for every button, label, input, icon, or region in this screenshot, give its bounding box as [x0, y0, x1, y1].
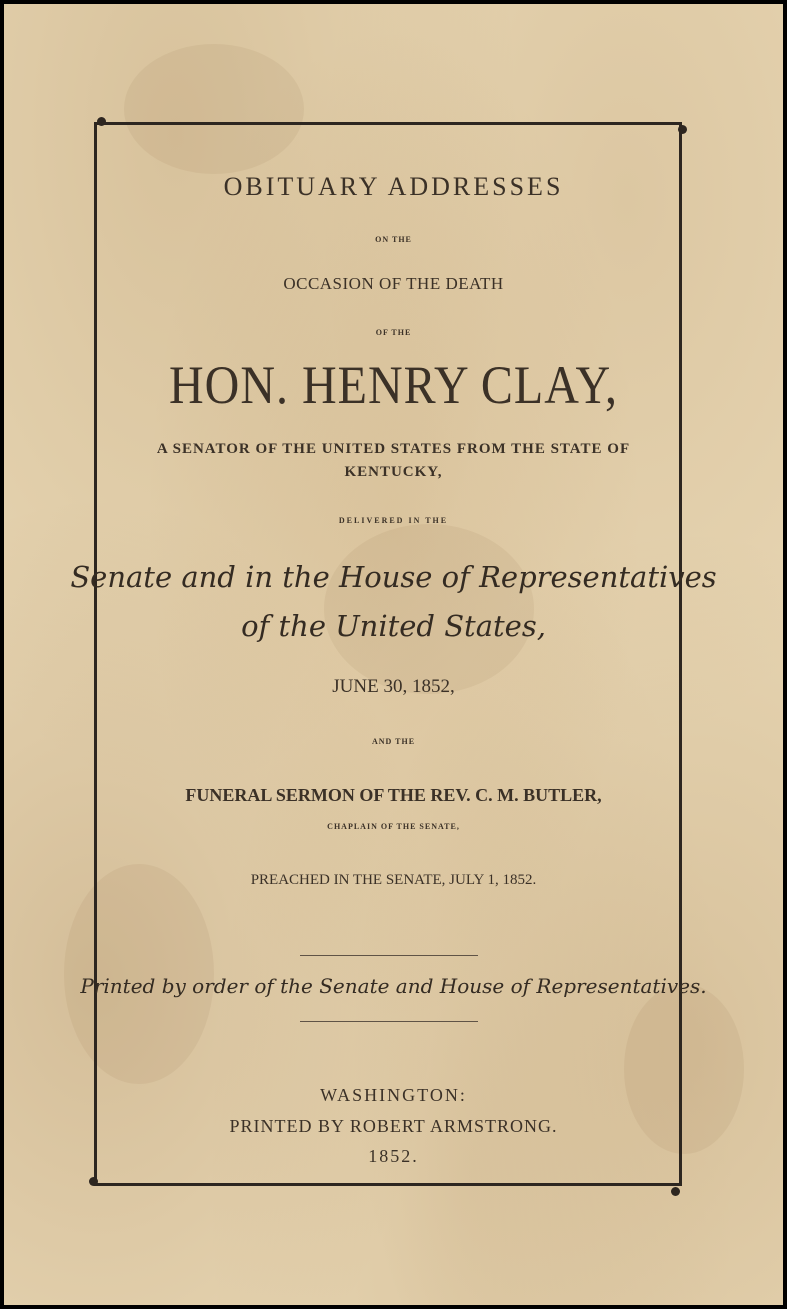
- printed-by-order-line: Printed by order of the Senate and House of Representatives.: [80, 974, 707, 998]
- gothic-heading-line-1: Senate and in the House of Representatives: [70, 560, 717, 594]
- frame-corner-bottom-right: [671, 1187, 680, 1196]
- frame-corner-top-left: [97, 117, 106, 126]
- occasion-line: OCCASION OF THE DEATH: [283, 274, 504, 293]
- preached-line: PREACHED IN THE SENATE, JULY 1, 1852.: [250, 872, 537, 888]
- address-date: JUNE 30, 1852,: [332, 676, 455, 697]
- small-caption-of-the: OF THE: [375, 328, 412, 337]
- gothic-heading-line-2: of the United States,: [241, 609, 546, 643]
- lower-ornamental-rule: [300, 1021, 478, 1022]
- frame-corner-top-right: [678, 125, 687, 134]
- honoree-name: HON. HENRY CLAY,: [169, 355, 618, 416]
- frame-corner-bottom-left: [89, 1177, 98, 1186]
- delivered-caption: DELIVERED IN THE: [338, 516, 449, 525]
- imprint-year: 1852.: [368, 1146, 419, 1166]
- senator-line-2: KENTUCKY,: [344, 464, 443, 480]
- document-title: OBITUARY ADDRESSES: [223, 172, 564, 201]
- imprint-place: WASHINGTON:: [320, 1085, 467, 1105]
- funeral-sermon-line: FUNERAL SERMON OF THE REV. C. M. BUTLER,: [185, 785, 602, 805]
- small-caption-and-the: AND THE: [371, 737, 416, 746]
- small-caption-on-the: ON THE: [375, 235, 412, 244]
- upper-ornamental-rule: [300, 955, 478, 956]
- senator-line-1: A SENATOR OF THE UNITED STATES FROM THE STATE OF: [156, 441, 631, 457]
- imprint-printer: PRINTED BY ROBERT ARMSTRONG.: [229, 1116, 558, 1136]
- chaplain-caption: CHAPLAIN OF THE SENATE,: [327, 822, 460, 831]
